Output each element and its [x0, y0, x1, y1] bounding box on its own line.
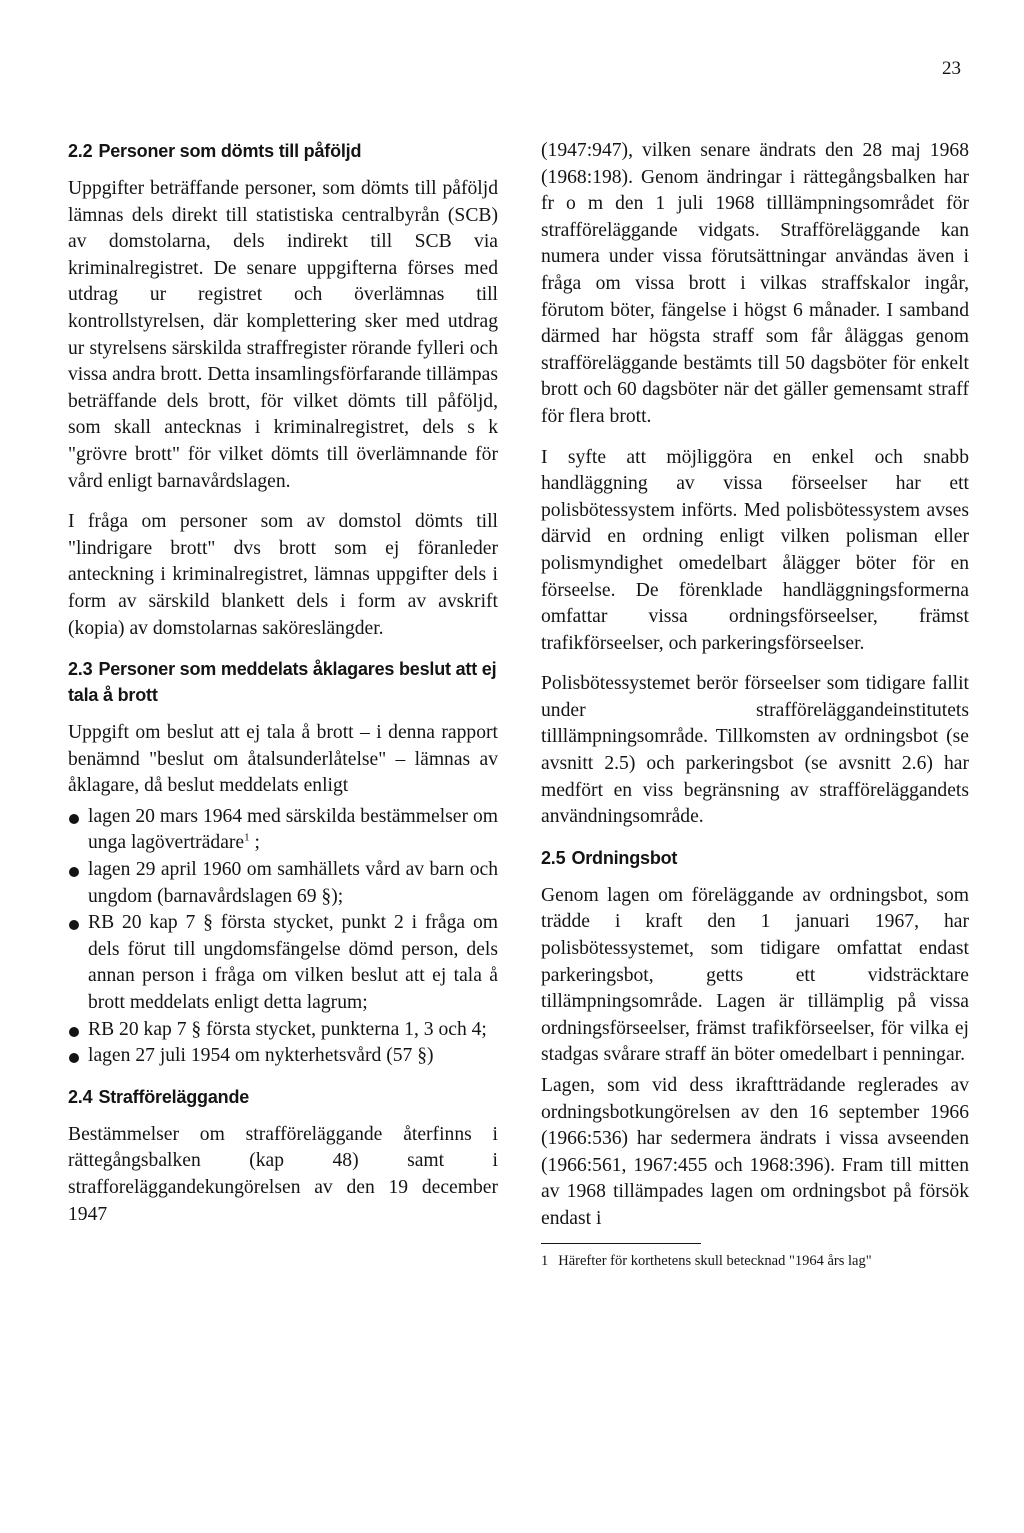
section-heading-2-2 [68, 138, 498, 164]
list-item-text: lagen 27 juli 1954 om nykterhetsvård (57 §) [88, 1045, 434, 1067]
right-column [541, 138, 969, 1285]
footnote-text: Härefter för korthetens skull betecknad "1964 års lag" [558, 1252, 872, 1269]
list-item [68, 1017, 498, 1044]
section-title: Strafföreläggande [98, 1086, 250, 1107]
section-heading-2-5 [541, 845, 969, 871]
section-heading-2-4 [68, 1084, 498, 1110]
section-title: Ordningsbot [571, 847, 678, 868]
section-title: Personer som meddelats åklagares beslut att ej tala å brott [68, 659, 497, 706]
list-item-text: lagen 20 mars 1964 med särskilda bestämmelser om unga lagöverträdare [88, 805, 498, 854]
footnote-divider [541, 1243, 701, 1244]
bullet-icon [69, 867, 79, 877]
paragraph: Uppgifter beträffande personer, som dömts till påföljd lämnas dels direkt till statistiska centralbyrån (SCB) av domstolarna, dels indirekt till SCB via kriminalregistret. De senare uppgifterna förses med utdrag ur registret och överlämnas till kontrollstyrelsen, där komplettering sker med utdrag ur styrelsens särskilda straffregister rörande fylleri och vissa andra brott. Detta insamlingsförfarande tillämpas beträffande dels brott, för vilket dömts till påföljd, som skall antecknas i kriminalregistret, dels s k "grövre brott" för vilket dömts till överlämnande för vård enligt barnavårdslagen. [68, 178, 498, 492]
section-number: 2.4 [68, 1086, 93, 1107]
list-item [68, 857, 498, 910]
list-item-text: RB 20 kap 7 § första stycket, punkterna 1, 3 och 4; [88, 1018, 487, 1040]
paragraph: Genom lagen om föreläggande av ordningsbot, som trädde i kraft den 1 januari 1967, har polisbötessystemet, som tidigare omfattat endast parkeringsbot, getts ett vidsträcktare tillämpningsområde. Lagen är tillämplig på vissa ordningsförseelser, främst trafikförseelser, för vilka ej stadgas svårare straff än böter omedelbart i penningar. [541, 884, 969, 1066]
bullet-icon [69, 1027, 79, 1037]
paragraph: I fråga om personer som av domstol dömts till "lindrigare brott" dvs brott som ej föranleder anteckning i kriminalregistret, lämnas uppgifter dels i form av särskild blankett dels i form av avskrift (kopia) av domstolarnas sakörеslängder. [68, 511, 498, 639]
list-item [68, 910, 498, 1016]
footnote-reference: 1 [244, 831, 250, 844]
paragraph: Polisbötessystemet berör förseelser som tidigare fallit under strafföreläggandeinstitutets tilllämpningsområde. Tillkomsten av ordningsbot (se avsnitt 2.5) och parkeringsbot (se avsnitt 2.6) har medfört en viss begränsning av strafföreläggandets användningsområde. [541, 673, 969, 828]
section-number: 2.2 [68, 141, 93, 161]
paragraph: Bestämmelser om strafföreläggande återfinns i rättegångsbalken (kap 48) samt i strafforeläggandekungörelsen av den 19 december 1947 [68, 1123, 498, 1225]
law-list [68, 804, 498, 1070]
bullet-icon [69, 920, 79, 930]
paragraph: Uppgift om beslut att ej tala å brott – i denna rapport benämnd "beslut om åtalsunderlåtelse" – lämnas av åklagare, då beslut meddelats enligt [68, 722, 498, 797]
paragraph: (1947:947), vilken senare ändrats den 28 maj 1968 (1968:198). Genom ändringar i rättegångsbalken har fr o m den 1 juli 1968 tilllämpningsområdet för strafföreläggande vidgats. Strafföreläggande kan numera under vissa förutsättningar användas även i fråga om vissa brott i vilkas straffskalor ingår, förutom böter, fängelse i högst 6 månader. I samband därmed har högsta straff som får åläggas genom strafföreläggande bestämts till 50 dagsböter för enkelt brott och 60 dagsböter när det gäller gemensamt straff för flera brott. [541, 140, 969, 427]
list-item [68, 1043, 498, 1070]
list-item-text: RB 20 kap 7 § första stycket, punkt 2 i fråga om dels förut till ungdomsfängelse dömd person, dels annan person i fråga om vilken beslut att ej tala å brott meddelats enligt detta lagrum; [88, 912, 498, 1014]
footnote [541, 1252, 969, 1271]
section-number: 2.3 [68, 659, 93, 680]
bullet-icon [69, 814, 79, 824]
section-number: 2.5 [541, 847, 566, 868]
list-item-text: lagen 29 april 1960 om samhällets vård av barn och ungdom (barnavårdslagen 69 §); [88, 859, 498, 907]
list-item-suffix: ; [249, 832, 260, 854]
bullet-icon [69, 1053, 79, 1063]
section-title: Personer som dömts till påföljd [98, 141, 362, 161]
section-heading-2-3 [68, 656, 498, 708]
paragraph: Lagen, som vid dess ikraftträdande reglerades av ordningsbotkungörelsen av den 16 september 1966 (1966:536) har sedermera ändrats i vissa avseenden (1966:561, 1967:455 och 1968:396). Fram till mitten av 1968 tillämpades lagen om ordningsbot på försök endast i [541, 1075, 969, 1229]
footnote-mark: 1 [541, 1252, 549, 1269]
paragraph: I syfte att möjliggöra en enkel och snabb handläggning av vissa förseelser har ett polisbötessystem införts. Med polisbötessystem avses därvid en ordning enligt vilken polisman eller polismyndighet omedelbart ålägger böter för en förseelse. De förenklade handläggningsformerna omfattar vissa ordningsförseelser, främst trafikförseelser, och parkeringsförseelser. [541, 446, 969, 654]
page-number: 23 [942, 58, 961, 79]
list-item [68, 804, 498, 857]
left-column [68, 138, 498, 1242]
